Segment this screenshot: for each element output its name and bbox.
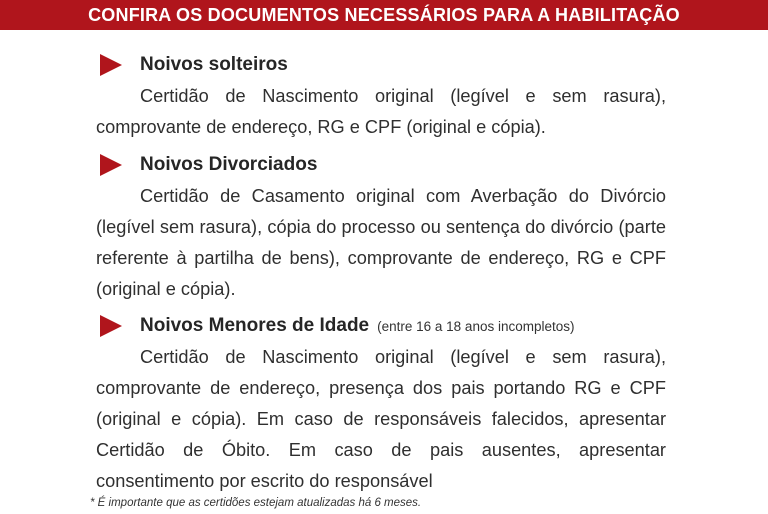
triangle-right-icon	[100, 154, 122, 176]
section-noivos-menores	[96, 313, 666, 497]
footnote: * É importante que as certidões estejam atualizadas há 6 meses.	[90, 497, 422, 509]
section-note: (entre 16 a 18 anos incompletos)	[377, 318, 575, 334]
header-banner	[0, 0, 768, 30]
page-title: CONFIRA OS DOCUMENTOS NECESSÁRIOS PARA A HABILITAÇÃO	[88, 4, 680, 25]
section-text: Certidão de Nascimento original (legível e sem rasura), comprovante de endereço, RG e CPF (original e cópia).	[96, 86, 666, 137]
section-heading	[96, 313, 666, 339]
section-title: Noivos Menores de Idade	[140, 315, 370, 336]
triangle-right-icon	[100, 54, 122, 76]
section-noivos-solteiros	[96, 52, 666, 143]
section-noivos-divorciados	[96, 152, 666, 305]
section-text: Certidão de Nascimento original (legível e sem rasura), comprovante de endereço, presença dos pais portando RG e CPF (original e cópia). Em caso de responsáveis falecidos, apresentar Certidão de Óbito. Em caso de pais ausentes, apresentar consentimento por escrito do responsável	[96, 347, 666, 491]
section-title: Noivos Divorciados	[140, 154, 318, 175]
section-title: Noivos solteiros	[140, 54, 288, 75]
section-heading	[96, 52, 666, 78]
triangle-right-icon	[100, 315, 122, 337]
section-text: Certidão de Casamento original com Averbação do Divórcio (legível sem rasura), cópia do processo ou sentença do divórcio (parte referente à partilha de bens), comprovante de endereço, RG e CPF (original e cópia).	[96, 186, 666, 299]
section-heading	[96, 152, 666, 178]
